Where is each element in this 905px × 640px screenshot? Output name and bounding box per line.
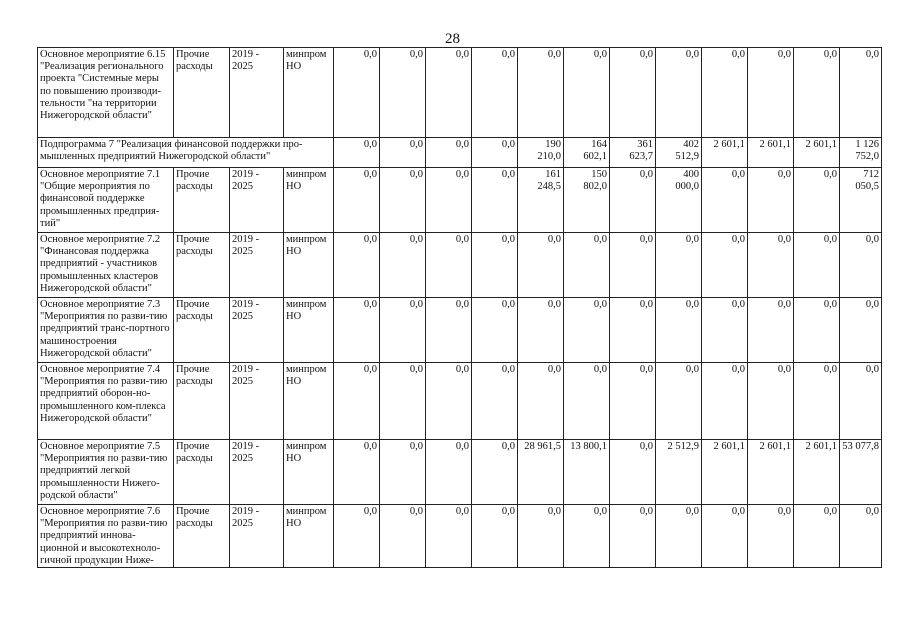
amount-cell: 712 050,5	[840, 168, 882, 233]
amount-cell: 0,0	[334, 138, 380, 168]
expense-type-cell: Прочие расходы	[174, 298, 230, 363]
table-row	[38, 138, 882, 168]
amount-cell: 161 248,5	[518, 168, 564, 233]
amount-cell: 0,0	[426, 440, 472, 505]
amount-cell: 0,0	[518, 48, 564, 138]
amount-cell: 164 602,1	[564, 138, 610, 168]
amount-cell: 2 601,1	[748, 440, 794, 505]
amount-cell: 0,0	[702, 298, 748, 363]
amount-cell: 0,0	[518, 233, 564, 298]
amount-cell: 0,0	[748, 48, 794, 138]
expense-type-cell: Прочие расходы	[174, 440, 230, 505]
amount-cell: 0,0	[702, 505, 748, 568]
amount-cell: 2 601,1	[794, 138, 840, 168]
amount-cell: 0,0	[472, 505, 518, 568]
amount-cell: 0,0	[334, 48, 380, 138]
amount-cell: 0,0	[426, 138, 472, 168]
amount-cell: 0,0	[748, 298, 794, 363]
amount-cell: 0,0	[334, 505, 380, 568]
table-row	[38, 363, 882, 440]
amount-cell: 0,0	[840, 48, 882, 138]
amount-cell: 0,0	[518, 505, 564, 568]
amount-cell: 0,0	[472, 363, 518, 440]
amount-cell: 0,0	[840, 505, 882, 568]
amount-cell: 0,0	[380, 168, 426, 233]
amount-cell: 2 512,9	[656, 440, 702, 505]
amount-cell: 0,0	[518, 363, 564, 440]
amount-cell: 0,0	[334, 168, 380, 233]
table-row	[38, 440, 882, 505]
amount-cell: 0,0	[702, 233, 748, 298]
amount-cell: 0,0	[748, 168, 794, 233]
amount-cell: 1 126 752,0	[840, 138, 882, 168]
executor-cell: минпром НО	[284, 233, 334, 298]
amount-cell: 0,0	[564, 363, 610, 440]
amount-cell: 0,0	[610, 440, 656, 505]
activity-name-cell: Основное мероприятие 6.15 "Реализация регионального проекта "Системные меры по повышению производи-тельности "на территории Нижегородской области"	[38, 48, 174, 138]
amount-cell: 0,0	[794, 298, 840, 363]
amount-cell: 0,0	[656, 363, 702, 440]
activity-name-cell: Основное мероприятие 7.3 "Мероприятия по разви-тию предприятий транс-портного машиностроения Нижегородской области"	[38, 298, 174, 363]
amount-cell: 0,0	[380, 298, 426, 363]
activity-name-cell: Основное мероприятие 7.1 "Общие мероприятия по финансовой поддержке промышленных предприя-тий"	[38, 168, 174, 233]
amount-cell: 0,0	[380, 505, 426, 568]
amount-cell: 0,0	[794, 168, 840, 233]
amount-cell: 0,0	[610, 505, 656, 568]
amount-cell: 0,0	[380, 440, 426, 505]
amount-cell: 0,0	[748, 233, 794, 298]
table-row	[38, 505, 882, 568]
amount-cell: 0,0	[840, 233, 882, 298]
expense-type-cell: Прочие расходы	[174, 363, 230, 440]
amount-cell: 0,0	[564, 505, 610, 568]
activity-name-cell: Основное мероприятие 7.5 "Мероприятия по разви-тию предприятий легкой промышленности Нижего-родской области"	[38, 440, 174, 505]
period-cell: 2019 - 2025	[230, 505, 284, 568]
period-cell: 2019 - 2025	[230, 233, 284, 298]
expense-type-cell: Прочие расходы	[174, 505, 230, 568]
amount-cell: 0,0	[610, 298, 656, 363]
amount-cell: 0,0	[610, 168, 656, 233]
executor-cell: минпром НО	[284, 168, 334, 233]
amount-cell: 0,0	[380, 233, 426, 298]
amount-cell: 0,0	[702, 363, 748, 440]
amount-cell: 0,0	[702, 48, 748, 138]
amount-cell: 0,0	[426, 233, 472, 298]
table-row	[38, 298, 882, 363]
executor-cell: минпром НО	[284, 363, 334, 440]
amount-cell: 0,0	[656, 505, 702, 568]
amount-cell: 0,0	[702, 168, 748, 233]
executor-cell: минпром НО	[284, 505, 334, 568]
amount-cell: 0,0	[840, 298, 882, 363]
amount-cell: 0,0	[472, 298, 518, 363]
period-cell: 2019 - 2025	[230, 168, 284, 233]
amount-cell: 0,0	[472, 138, 518, 168]
amount-cell: 2 601,1	[794, 440, 840, 505]
amount-cell: 0,0	[472, 168, 518, 233]
amount-cell: 0,0	[656, 298, 702, 363]
amount-cell: 0,0	[748, 505, 794, 568]
subprogram-name-cell: Подпрограмма 7 "Реализация финансовой поддержки про-мышленных предприятий Нижегородской области"	[38, 138, 334, 168]
amount-cell: 0,0	[656, 233, 702, 298]
period-cell: 2019 - 2025	[230, 363, 284, 440]
amount-cell: 0,0	[656, 48, 702, 138]
amount-cell: 0,0	[472, 48, 518, 138]
expense-type-cell: Прочие расходы	[174, 168, 230, 233]
amount-cell: 28 961,5	[518, 440, 564, 505]
amount-cell: 0,0	[472, 233, 518, 298]
amount-cell: 13 800,1	[564, 440, 610, 505]
amount-cell: 0,0	[380, 138, 426, 168]
amount-cell: 0,0	[426, 298, 472, 363]
period-cell: 2019 - 2025	[230, 440, 284, 505]
executor-cell: минпром НО	[284, 298, 334, 363]
amount-cell: 2 601,1	[748, 138, 794, 168]
activity-name-cell: Основное мероприятие 7.2 "Финансовая поддержка предприятий - участников промышленных кластеров Нижегородской области"	[38, 233, 174, 298]
expense-type-cell: Прочие расходы	[174, 48, 230, 138]
amount-cell: 0,0	[564, 298, 610, 363]
amount-cell: 150 802,0	[564, 168, 610, 233]
amount-cell: 0,0	[426, 363, 472, 440]
amount-cell: 0,0	[748, 363, 794, 440]
amount-cell: 0,0	[564, 48, 610, 138]
amount-cell: 0,0	[334, 440, 380, 505]
amount-cell: 0,0	[610, 48, 656, 138]
amount-cell: 0,0	[610, 363, 656, 440]
amount-cell: 0,0	[794, 48, 840, 138]
budget-table	[37, 47, 882, 568]
amount-cell: 2 601,1	[702, 138, 748, 168]
amount-cell: 0,0	[334, 298, 380, 363]
period-cell: 2019 - 2025	[230, 48, 284, 138]
activity-name-cell: Основное мероприятие 7.6 "Мероприятия по разви-тию предприятий иннова-ционной и высокотехноло-гичной продукции Ниже-	[38, 505, 174, 568]
amount-cell: 400 000,0	[656, 168, 702, 233]
table-row	[38, 168, 882, 233]
amount-cell: 0,0	[472, 440, 518, 505]
amount-cell: 0,0	[794, 505, 840, 568]
amount-cell: 0,0	[380, 363, 426, 440]
amount-cell: 0,0	[426, 505, 472, 568]
amount-cell: 0,0	[380, 48, 426, 138]
period-cell: 2019 - 2025	[230, 298, 284, 363]
page-number: 28	[445, 31, 460, 47]
amount-cell: 0,0	[794, 363, 840, 440]
amount-cell: 0,0	[426, 168, 472, 233]
amount-cell: 0,0	[334, 233, 380, 298]
activity-name-cell: Основное мероприятие 7.4 "Мероприятия по разви-тию предприятий оборон-но-промышленного ком-плекса Нижегородской области"	[38, 363, 174, 440]
amount-cell: 2 601,1	[702, 440, 748, 505]
executor-cell: минпром НО	[284, 48, 334, 138]
amount-cell: 0,0	[794, 233, 840, 298]
table-row	[38, 233, 882, 298]
amount-cell: 402 512,9	[656, 138, 702, 168]
executor-cell: минпром НО	[284, 440, 334, 505]
amount-cell: 0,0	[610, 233, 656, 298]
amount-cell: 190 210,0	[518, 138, 564, 168]
table-row	[38, 48, 882, 138]
amount-cell: 361 623,7	[610, 138, 656, 168]
amount-cell: 0,0	[334, 363, 380, 440]
amount-cell: 0,0	[518, 298, 564, 363]
amount-cell: 0,0	[840, 363, 882, 440]
amount-cell: 0,0	[564, 233, 610, 298]
table-body	[38, 48, 882, 568]
amount-cell: 53 077,8	[840, 440, 882, 505]
expense-type-cell: Прочие расходы	[174, 233, 230, 298]
amount-cell: 0,0	[426, 48, 472, 138]
